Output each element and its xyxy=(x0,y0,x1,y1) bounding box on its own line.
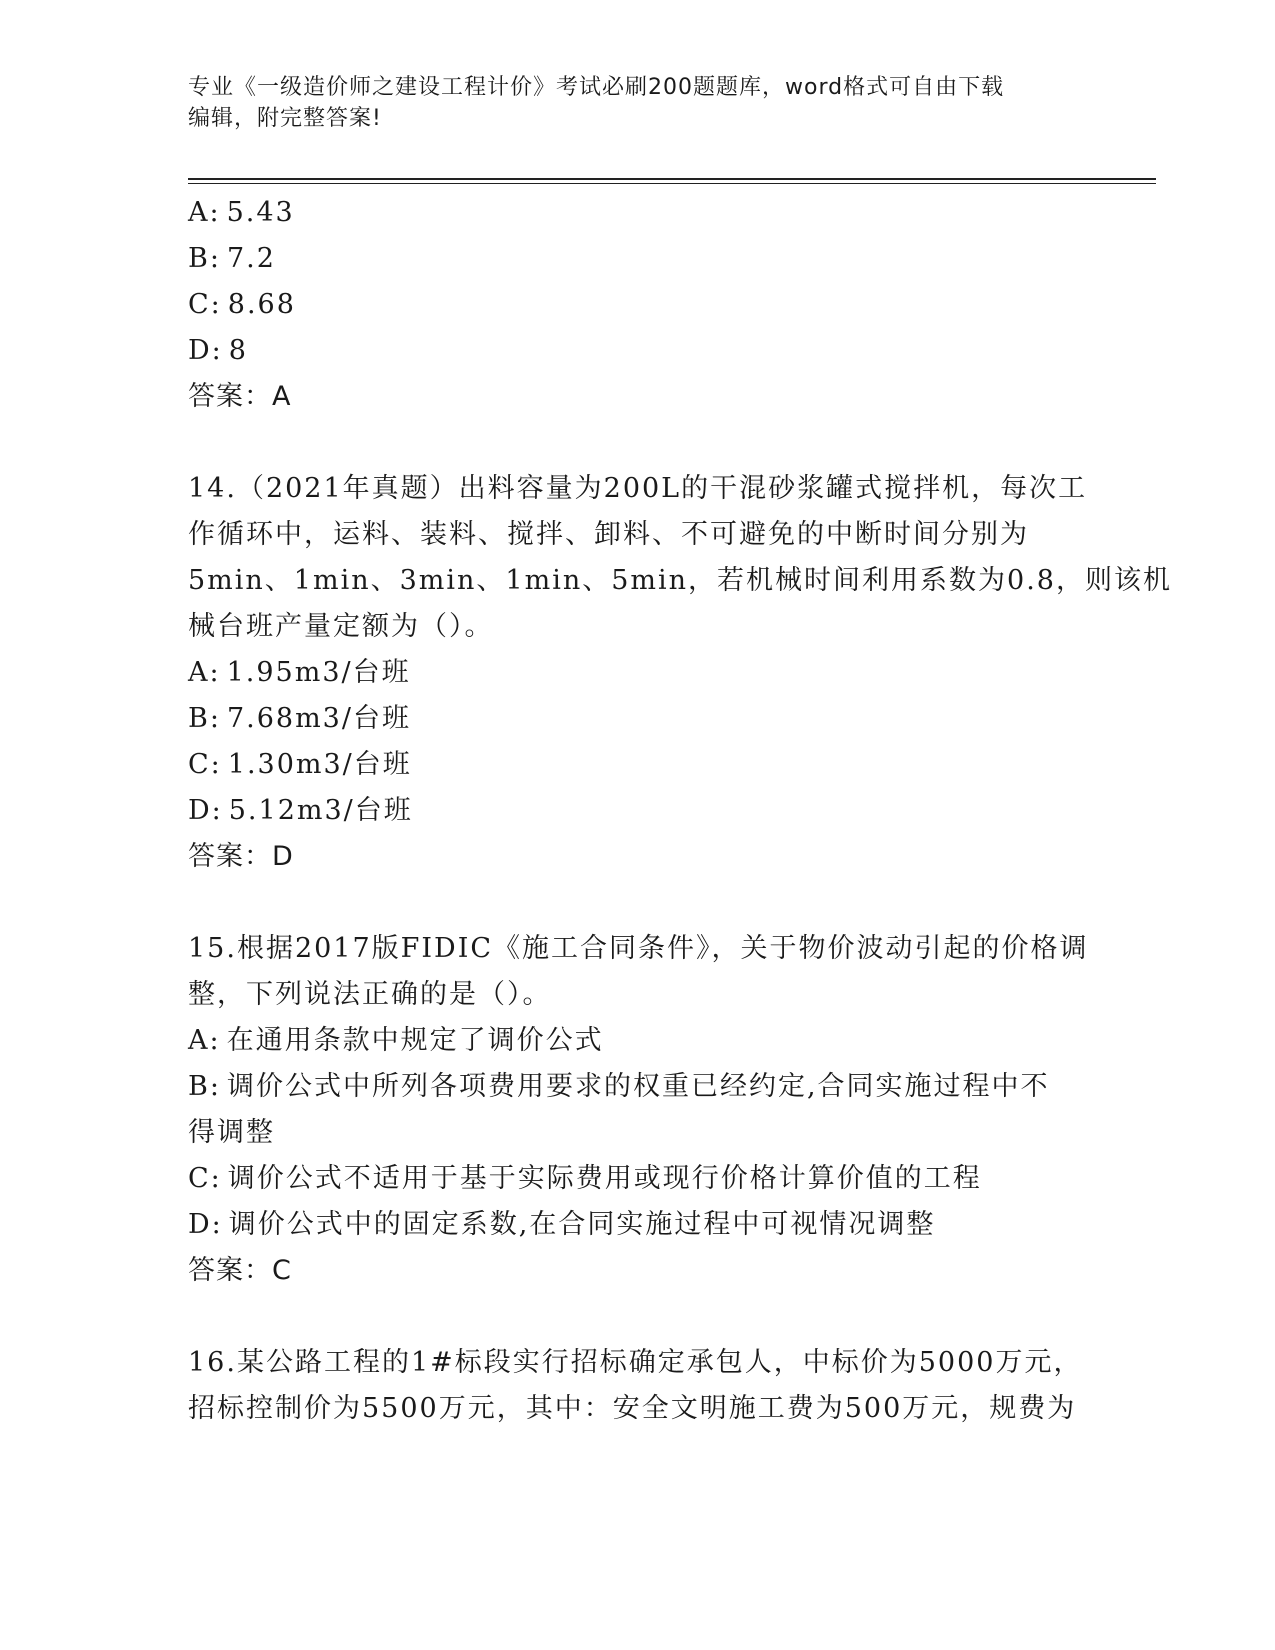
option-a: A: 5.43 xyxy=(188,197,295,228)
header-rule-thin xyxy=(188,183,1156,184)
question-text-line: 15.根据2017版FIDIC《施工合同条件》，关于物价波动引起的价格调 xyxy=(188,933,1089,964)
answer: 答案：C xyxy=(188,1255,292,1286)
option-d: D: 5.12m3/台班 xyxy=(188,795,413,826)
question-text-line: 16.某公路工程的1#标段实行招标确定承包人，中标价为5000万元， xyxy=(188,1347,1083,1378)
option-a: A: 在通用条款中规定了调价公式 xyxy=(188,1025,604,1056)
header-line-1: 专业《一级造价师之建设工程计价》考试必刷200题题库，word格式可自由下载 xyxy=(188,75,1005,100)
header-line-2: 编辑，附完整答案! xyxy=(188,106,382,131)
document-header xyxy=(188,72,1068,134)
option-c: C: 1.30m3/台班 xyxy=(188,749,412,780)
option-b-continued: 得调整 xyxy=(188,1117,275,1148)
question-text-line: 作循环中，运料、装料、搅拌、卸料、不可避免的中断时间分别为 xyxy=(188,519,1029,550)
prev-question-options xyxy=(188,190,1088,420)
question-text-line: 招标控制价为5500万元，其中：安全文明施工费为500万元，规费为 xyxy=(188,1393,1077,1424)
answer: 答案：D xyxy=(188,841,294,872)
question-text-line: 械台班产量定额为（）。 xyxy=(188,611,494,642)
option-b: B: 调价公式中所列各项费用要求的权重已经约定,合同实施过程中不 xyxy=(188,1071,1050,1102)
question-text-line: 14.（2021年真题）出料容量为200L的干混砂浆罐式搅拌机，每次工 xyxy=(188,473,1088,504)
answer: 答案：A xyxy=(188,381,292,412)
option-d: D: 调价公式中的固定系数,在合同实施过程中可视情况调整 xyxy=(188,1209,936,1240)
question-text-line: 5min、1min、3min、1min、5min，若机械时间利用系数为0.8，则该机 xyxy=(188,565,1172,596)
option-c: C: 调价公式不适用于基于实际费用或现行价格计算价值的工程 xyxy=(188,1163,982,1194)
question-14 xyxy=(188,466,1172,880)
question-15 xyxy=(188,926,1088,1294)
option-c: C: 8.68 xyxy=(188,289,296,320)
question-16 xyxy=(188,1340,1088,1432)
header-rule xyxy=(188,178,1156,180)
document-body xyxy=(188,190,1172,1432)
option-a: A: 1.95m3/台班 xyxy=(188,657,411,688)
option-d: D: 8 xyxy=(188,335,248,366)
option-b: B: 7.2 xyxy=(188,243,276,274)
question-text-line: 整，下列说法正确的是（）。 xyxy=(188,979,552,1010)
option-b: B: 7.68m3/台班 xyxy=(188,703,411,734)
